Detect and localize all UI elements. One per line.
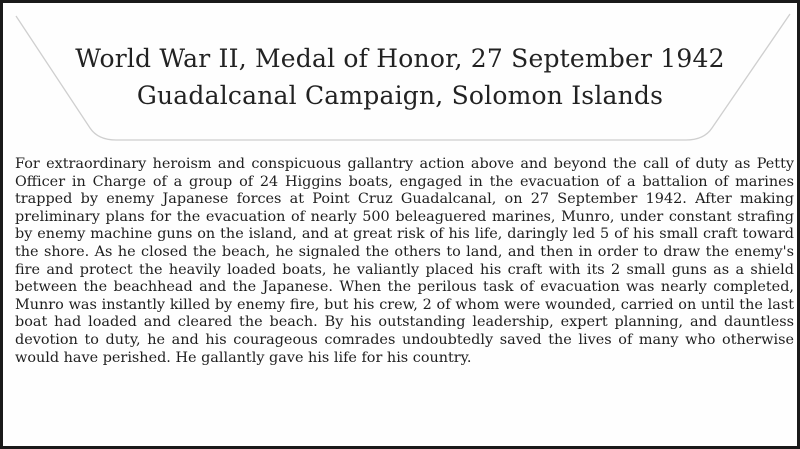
title-line-1: World War II, Medal of Honor, 27 September 1942 bbox=[75, 44, 725, 73]
medal-citation-text: For extraordinary heroism and conspicuous gallantry action above and beyond the call of duty as Petty Officer in Charge of a group of 24 Higgins boats, engaged in the evacuation of a battalion of marines trapped by enemy Japanese forces at Point Cruz Guadalcanal, on 27 September 1942. After making preliminary plans for the evacuation of nearly 500 beleaguered marines, Munro, under constant strafing by enemy machine guns on the island, and at great risk of his life, daringly led 5 of his small craft toward the shore. As he closed the beach, he signaled the others to land, and then in order to draw the enemy's fire and protect the heavily loaded boats, he valiantly placed his craft with its 2 small guns as a shield between the beachhead and the Japanese. When the perilous task of evacuation was nearly completed, Munro was instantly killed by enemy fire, but his crew, 2 of whom were wounded, carried on until the last boat had loaded and cleared the beach. By his outstanding leadership, expert planning, and dauntless devotion to duty, he and his courageous comrades undoubtedly saved the lives of many who otherwise would have perished. He gallantly gave his life for his country. bbox=[15, 156, 794, 366]
title-line-2: Guadalcanal Campaign, Solomon Islands bbox=[136, 81, 664, 110]
